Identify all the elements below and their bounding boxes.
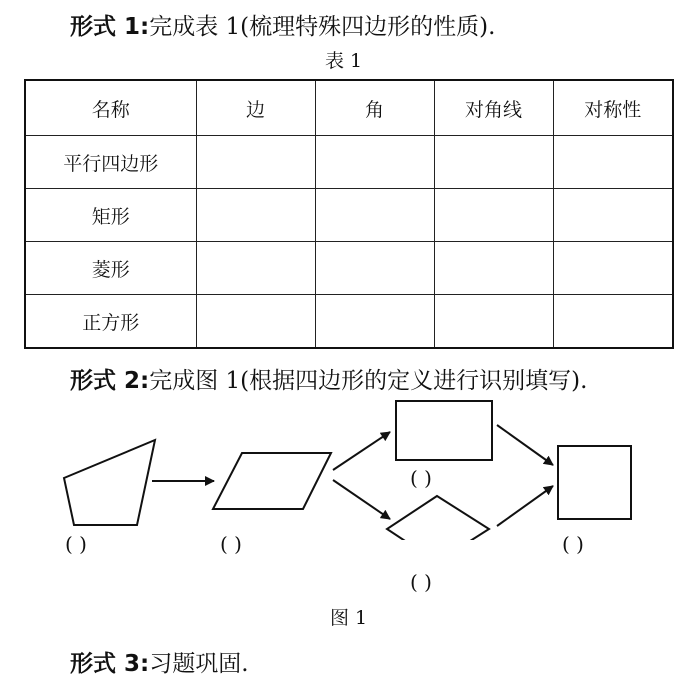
form2-label: 形式 2 bbox=[70, 368, 141, 394]
row-label-rectangle: 矩形 bbox=[25, 189, 196, 242]
form2-colon: : bbox=[140, 368, 150, 394]
table-header-row bbox=[25, 80, 673, 136]
form3-label: 形式 3 bbox=[70, 651, 141, 677]
rectangle-shape bbox=[396, 401, 492, 460]
arrow-rect-to-square bbox=[497, 425, 553, 465]
table-cell bbox=[553, 242, 673, 295]
table-cell bbox=[196, 189, 315, 242]
table-cell bbox=[434, 189, 553, 242]
square-shape bbox=[558, 446, 631, 519]
arrow-to-rectangle bbox=[333, 432, 390, 470]
table-cell bbox=[434, 242, 553, 295]
arrow-to-rhombus bbox=[333, 480, 390, 519]
table-cell bbox=[553, 189, 673, 242]
table-cell bbox=[315, 136, 434, 189]
table-row bbox=[25, 242, 673, 295]
table-cell bbox=[553, 136, 673, 189]
table-cell bbox=[196, 242, 315, 295]
quadrilateral-diagram bbox=[0, 380, 696, 540]
header-sides: 边 bbox=[196, 80, 315, 136]
table-row bbox=[25, 189, 673, 242]
form1-label: 形式 1 bbox=[70, 14, 141, 40]
blank-rhombus[interactable]: ( ) bbox=[410, 570, 432, 594]
rhombus-shape bbox=[387, 496, 489, 540]
form3-text: 习题巩固. bbox=[149, 651, 249, 677]
table-cell bbox=[196, 295, 315, 349]
table-cell bbox=[553, 295, 673, 349]
form1-colon: : bbox=[140, 14, 150, 40]
row-label-rhombus: 菱形 bbox=[25, 242, 196, 295]
header-angles: 角 bbox=[315, 80, 434, 136]
blank-quadrilateral[interactable]: ( ) bbox=[65, 532, 87, 556]
parallelogram-shape bbox=[213, 453, 331, 509]
arrow-rhombus-to-square bbox=[497, 486, 553, 526]
row-label-square: 正方形 bbox=[25, 295, 196, 349]
table-cell bbox=[434, 136, 553, 189]
properties-table bbox=[24, 79, 674, 349]
table-row bbox=[25, 295, 673, 349]
table-cell bbox=[315, 242, 434, 295]
form1-heading bbox=[70, 8, 495, 41]
form1-text: 完成表 1(梳理特殊四边形的性质). bbox=[149, 14, 496, 40]
row-label-parallelogram: 平行四边形 bbox=[25, 136, 196, 189]
table-cell bbox=[315, 189, 434, 242]
header-symmetry: 对称性 bbox=[553, 80, 673, 136]
header-diagonals: 对角线 bbox=[434, 80, 553, 136]
blank-rectangle[interactable]: ( ) bbox=[410, 466, 432, 490]
form2-text: 完成图 1(根据四边形的定义进行识别填写). bbox=[149, 368, 588, 394]
blank-parallelogram[interactable]: ( ) bbox=[220, 532, 242, 556]
blank-square[interactable]: ( ) bbox=[562, 532, 584, 556]
form3-colon: : bbox=[140, 651, 150, 677]
header-name: 名称 bbox=[25, 80, 196, 136]
table-caption: 表 1 bbox=[325, 50, 363, 72]
form3-heading bbox=[70, 645, 249, 678]
figure-caption: 图 1 bbox=[330, 607, 368, 629]
table-cell bbox=[434, 295, 553, 349]
table-cell bbox=[315, 295, 434, 349]
general-quadrilateral-shape bbox=[64, 440, 155, 525]
table-row bbox=[25, 136, 673, 189]
table-cell bbox=[196, 136, 315, 189]
